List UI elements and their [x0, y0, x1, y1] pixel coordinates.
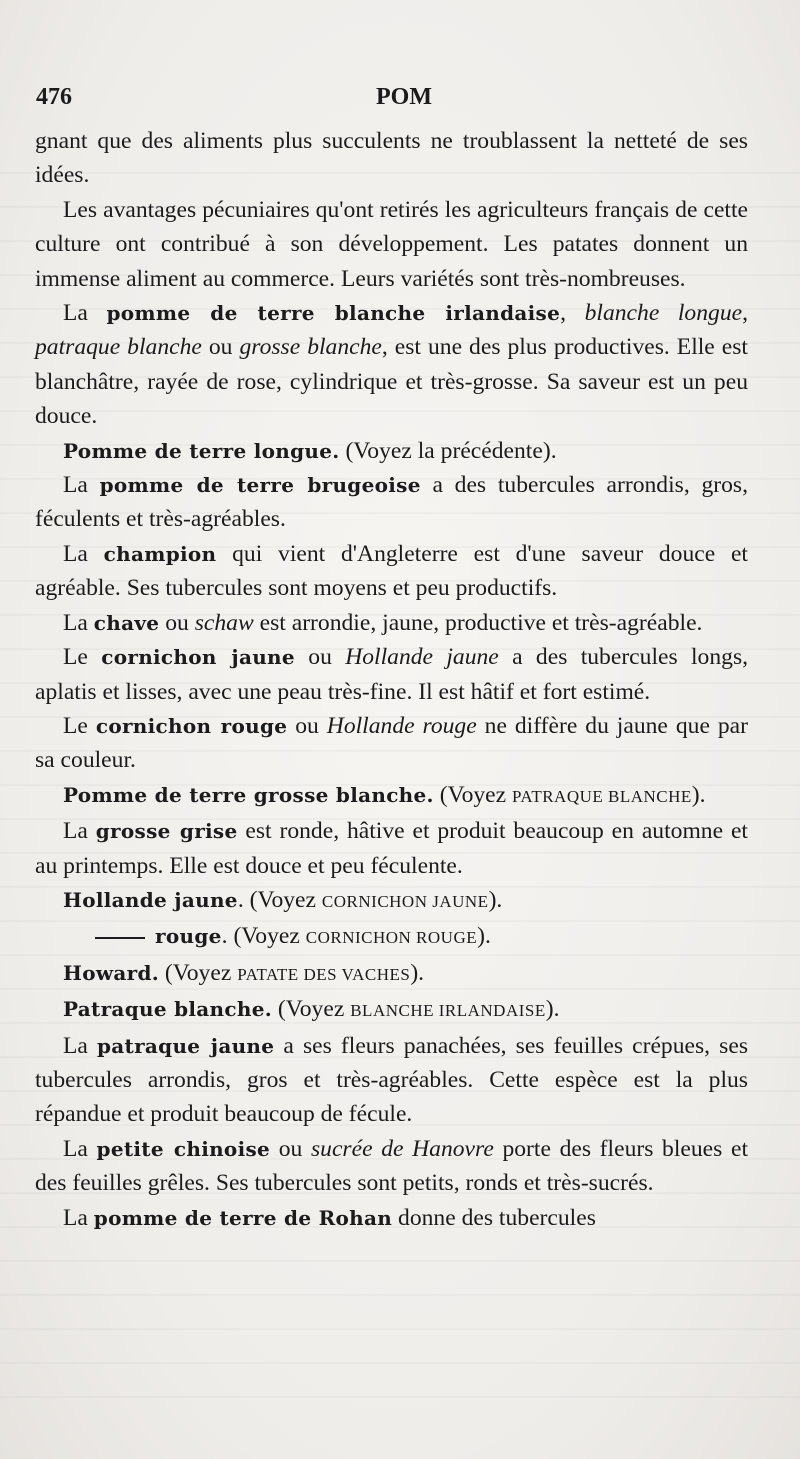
entry-paragraph [35, 296, 748, 434]
synonym: schaw [194, 609, 254, 636]
text: a des tubercules longs, aplatis et lisses, avec une peau très-fine. Il est hâtif et fort estimé. [35, 644, 749, 705]
synonym: Hollande jaune [345, 644, 499, 671]
text: Le [63, 644, 88, 671]
cross-reference-entry [35, 778, 748, 814]
small-caps-reference: CORNICHON JAUNE [321, 891, 489, 911]
cross-reference-entry [35, 992, 748, 1028]
entry-term: petite chinoise [96, 1136, 271, 1161]
entry-paragraph [35, 1029, 748, 1132]
entry-term: Patraque blanche. [63, 997, 272, 1022]
entry-paragraph [35, 1132, 748, 1201]
text: (Voyez [439, 781, 507, 808]
text: Le [63, 712, 88, 739]
paragraph: Les avantages pécuniaires qu'ont retirés les agriculteurs français de cette culture ont contribué à son développement. Les patates donnent un immense aliment au commerce. Leurs variétés sont très-nombreuses. [35, 196, 748, 292]
small-caps-reference: BLANCHE IRLANDAISE [350, 1001, 546, 1021]
synonym: patraque blanche [35, 334, 202, 361]
page-body [35, 124, 748, 1235]
text: (Voyez [164, 959, 232, 986]
text: La [63, 540, 88, 567]
text: La [63, 1204, 88, 1231]
text: ). [545, 996, 560, 1023]
text: , [742, 300, 748, 327]
entry-term: cornichon jaune [101, 645, 295, 670]
text: est ronde, hâtive et produit beaucoup en automne et au printemps. Elle est douce et peu féculente. [35, 818, 748, 879]
small-caps-reference: PATRAQUE BLANCHE [512, 786, 692, 806]
entry-term: grosse grise [95, 819, 238, 844]
entry-paragraph [35, 468, 748, 537]
text: . (Voyez [221, 923, 300, 950]
text: a ses fleurs panachées, ses feuilles crépues, ses tubercules arrondis, gros et très-agréables. Cette espèce est la plus répandue et produit beaucoup de fécule. [35, 1032, 749, 1128]
entry-term: cornichon rouge [95, 713, 288, 738]
entry-term: Hollande jaune [63, 887, 238, 912]
text: La [63, 1135, 88, 1162]
text: donne des tubercules [398, 1204, 596, 1231]
entry-term: pomme de terre blanche irlandaise [106, 301, 561, 326]
synonym: sucrée de Hanovre [310, 1135, 494, 1162]
entry-term: pomme de terre brugeoise [99, 473, 421, 498]
text: ). [488, 886, 503, 913]
text: . (Voyez [237, 886, 317, 913]
entry-paragraph [35, 709, 748, 778]
entry-paragraph [35, 1201, 748, 1235]
entry-paragraph [35, 640, 748, 709]
paragraph: gnant que des aliments plus succulents ne troublassent la netteté de ses idées. [35, 128, 748, 189]
text: est arrondie, jaune, productive et très-agréable. [259, 609, 703, 636]
cross-reference-entry [35, 883, 748, 919]
text: La [63, 818, 88, 845]
entry-paragraph [35, 606, 748, 640]
cross-reference-entry [35, 956, 748, 992]
text: La [63, 300, 88, 327]
ditto-dash [95, 937, 145, 939]
text: ou [278, 1135, 303, 1162]
running-head: POM [376, 84, 432, 110]
text: porte des fleurs bleues et des feuilles grêles. Ses tubercules sont petits, ronds et très-sucrés. [35, 1135, 749, 1197]
entry-term: Pomme de terre grosse blanche. [63, 782, 434, 807]
small-caps-reference: CORNICHON ROUGE [305, 928, 478, 948]
entry-term: pomme de terre de Rohan [93, 1205, 393, 1230]
entry-term: champion [103, 541, 217, 566]
text: , est une des plus productives. Elle est blanchâtre, rayée de rose, cylindrique et très-grosse. Sa saveur est un peu douce. [35, 334, 748, 430]
synonym: grosse blanche [239, 334, 382, 361]
cross-reference-entry [35, 919, 748, 955]
text: (Voyez [277, 996, 345, 1023]
small-caps-reference: PATATE DES VACHES [237, 964, 411, 984]
entry-term: Howard. [63, 960, 159, 985]
text: a des tubercules arrondis, gros, féculents et très-agréables. [35, 472, 748, 533]
text: ou [208, 334, 233, 361]
text: ). [477, 923, 491, 950]
text: , [560, 300, 567, 327]
text: La [63, 609, 88, 636]
synonym: blanche longue [584, 300, 743, 327]
page-number: 476 [36, 84, 72, 110]
text: qui vient d'Angleterre est d'une saveur douce et agréable. Ses tubercules sont moyens et peu productifs. [35, 540, 748, 602]
entry-term: chave [93, 610, 160, 635]
entry-paragraph [35, 537, 748, 606]
entry-term: rouge [155, 924, 222, 949]
page-header [36, 84, 750, 120]
text: La [63, 1032, 88, 1059]
text: ou [295, 712, 319, 739]
text: ). [410, 959, 425, 986]
text: ou [308, 644, 332, 671]
text: ). [691, 781, 706, 808]
text: ne diffère du jaune que par sa couleur. [35, 712, 748, 774]
entry-paragraph [35, 814, 748, 883]
synonym: Hollande rouge [326, 712, 477, 739]
text: La [63, 472, 88, 499]
entry-term: patraque jaune [97, 1033, 275, 1058]
entry-term: Pomme de terre longue. [63, 438, 340, 463]
text: (Voyez la précédente). [345, 437, 557, 464]
text: ou [165, 609, 189, 636]
cross-reference-entry [35, 434, 748, 468]
